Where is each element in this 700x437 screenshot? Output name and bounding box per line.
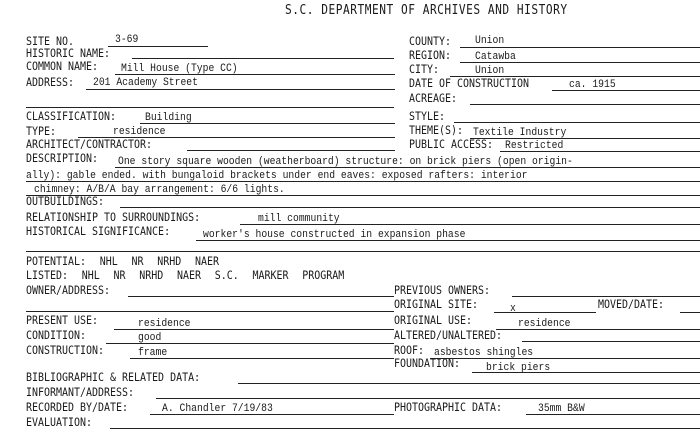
owner-address-label: OWNER/ADDRESS: — [26, 283, 111, 297]
historical-significance-label: HISTORICAL SIGNIFICANCE: — [26, 224, 171, 238]
county-value[interactable]: Union — [475, 35, 505, 47]
photographic-underline — [526, 414, 700, 415]
address-value[interactable]: 201 Academy Street — [93, 77, 198, 89]
county-underline — [460, 47, 700, 48]
section-divider — [26, 107, 394, 108]
original-use-value[interactable]: residence — [518, 318, 571, 330]
construction-value[interactable]: frame — [138, 347, 168, 359]
common-name-value[interactable]: Mill House (Type CC) — [121, 63, 238, 75]
present-use-value[interactable]: residence — [138, 318, 191, 330]
region-underline — [460, 62, 700, 63]
original-site-label: ORIGINAL SITE: — [394, 297, 479, 311]
form-title: S.C. DEPARTMENT OF ARCHIVES AND HISTORY — [285, 3, 568, 18]
outbuildings-underline — [120, 207, 700, 208]
description-underline-3 — [26, 195, 700, 196]
classification-value[interactable]: Building — [145, 112, 192, 124]
region-value[interactable]: Catawba — [475, 51, 516, 63]
listed-row: LISTED: NHL NR NRHD NAER S.C. MARKER PROGRAM — [26, 268, 345, 282]
original-site-underline — [494, 312, 596, 313]
description-underline-1 — [115, 167, 700, 168]
foundation-label: FOUNDATION: — [394, 356, 461, 370]
outbuildings-label: OUTBUILDINGS: — [26, 194, 105, 208]
roof-label: ROOF: — [394, 343, 425, 357]
condition-underline — [106, 343, 394, 344]
original-site-value[interactable]: x — [510, 303, 516, 315]
description-line-1[interactable]: One story square wooden (weatherboard) structure: on brick piers (open origin- — [118, 156, 573, 168]
recorded-by-underline — [150, 414, 394, 415]
recorded-by-label: RECORDED BY/DATE: — [26, 400, 129, 414]
classification-underline — [140, 123, 395, 124]
roof-underline — [430, 358, 700, 359]
county-label: COUNTY: — [409, 34, 452, 48]
common-name-label: COMMON NAME: — [26, 59, 99, 73]
previous-owners-label: PREVIOUS OWNERS: — [394, 283, 491, 297]
present-use-label: PRESENT USE: — [26, 313, 99, 327]
evaluation-underline — [110, 428, 700, 429]
original-use-label: ORIGINAL USE: — [394, 313, 473, 327]
photographic-value[interactable]: 35mm B&W — [538, 403, 585, 415]
site-no-underline — [108, 46, 208, 47]
historical-significance-underline — [196, 240, 700, 241]
relationship-underline — [240, 224, 700, 225]
public-access-label: PUBLIC ACCESS: — [409, 137, 494, 151]
description-line-3[interactable]: chimney: A/B/A bay arrangement: 6/6 lights. — [34, 184, 285, 196]
condition-label: CONDITION: — [26, 328, 87, 342]
informant-underline — [156, 398, 700, 399]
informant-label: INFORMANT/ADDRESS: — [26, 385, 135, 399]
city-label: CITY: — [409, 62, 440, 76]
description-line-2[interactable]: ally): gable ended. with bungaloid brackets under end eaves: exposed rafters: interior — [26, 170, 528, 182]
recorded-by-value[interactable]: A. Chandler 7/19/83 — [162, 403, 273, 415]
style-underline — [454, 122, 700, 123]
date-of-construction-underline — [552, 90, 700, 91]
date-of-construction-label: DATE OF CONSTRUCTION — [409, 76, 530, 90]
style-label: STYLE: — [409, 109, 446, 123]
date-of-construction-value[interactable]: ca. 1915 — [569, 79, 616, 91]
condition-value[interactable]: good — [138, 332, 162, 344]
construction-underline — [130, 358, 394, 359]
foundation-value[interactable]: brick piers — [486, 362, 551, 374]
themes-underline — [470, 138, 700, 139]
acreage-label: ACREAGE: — [409, 91, 458, 105]
section-divider — [26, 251, 700, 252]
moved-date-underline — [680, 312, 700, 313]
site-no-value[interactable]: 3-69 — [115, 34, 139, 46]
type-value[interactable]: residence — [113, 126, 166, 138]
potential-row: POTENTIAL: NHL NR NRHD NAER — [26, 254, 220, 268]
description-label: DESCRIPTION: — [26, 151, 99, 165]
type-label: TYPE: — [26, 124, 57, 138]
bibliographic-label: BIBLIOGRAPHIC & RELATED DATA: — [26, 370, 201, 384]
historic-name-label: HISTORIC NAME: — [26, 46, 111, 60]
description-underline-2 — [26, 181, 700, 182]
region-label: REGION: — [409, 48, 452, 62]
owner-address-underline — [128, 296, 394, 297]
common-name-underline — [115, 74, 395, 75]
public-access-underline — [500, 151, 700, 152]
historical-significance-value[interactable]: worker's house constructed in expansion phase — [203, 229, 466, 241]
acreage-underline — [470, 104, 700, 105]
evaluation-label: EVALUATION: — [26, 415, 93, 429]
bibliographic-underline — [238, 383, 700, 384]
themes-value[interactable]: Textile Industry — [473, 127, 567, 139]
classification-label: CLASSIFICATION: — [26, 109, 117, 123]
roof-value[interactable]: asbestos shingles — [434, 347, 534, 359]
altered-underline — [522, 341, 700, 342]
present-use-underline — [114, 329, 394, 330]
themes-label: THEME(S): — [409, 123, 464, 137]
altered-label: ALTERED/UNALTERED: — [394, 328, 503, 342]
site-no-label: SITE NO. — [26, 34, 75, 48]
relationship-value[interactable]: mill community — [258, 213, 340, 225]
section-divider — [26, 311, 394, 312]
architect-label: ARCHITECT/CONTRACTOR: — [26, 137, 153, 151]
architect-underline — [187, 150, 395, 151]
original-use-underline — [496, 329, 700, 330]
public-access-value[interactable]: Restricted — [505, 140, 564, 152]
address-underline — [86, 89, 395, 90]
address-label: ADDRESS: — [26, 75, 75, 89]
moved-date-label: MOVED/DATE: — [598, 297, 665, 311]
city-value[interactable]: Union — [475, 65, 505, 77]
photographic-label: PHOTOGRAPHIC DATA: — [394, 400, 503, 414]
construction-label: CONSTRUCTION: — [26, 343, 105, 357]
relationship-label: RELATIONSHIP TO SURROUNDINGS: — [26, 210, 201, 224]
foundation-underline — [472, 372, 700, 373]
historic-name-underline — [132, 58, 394, 59]
